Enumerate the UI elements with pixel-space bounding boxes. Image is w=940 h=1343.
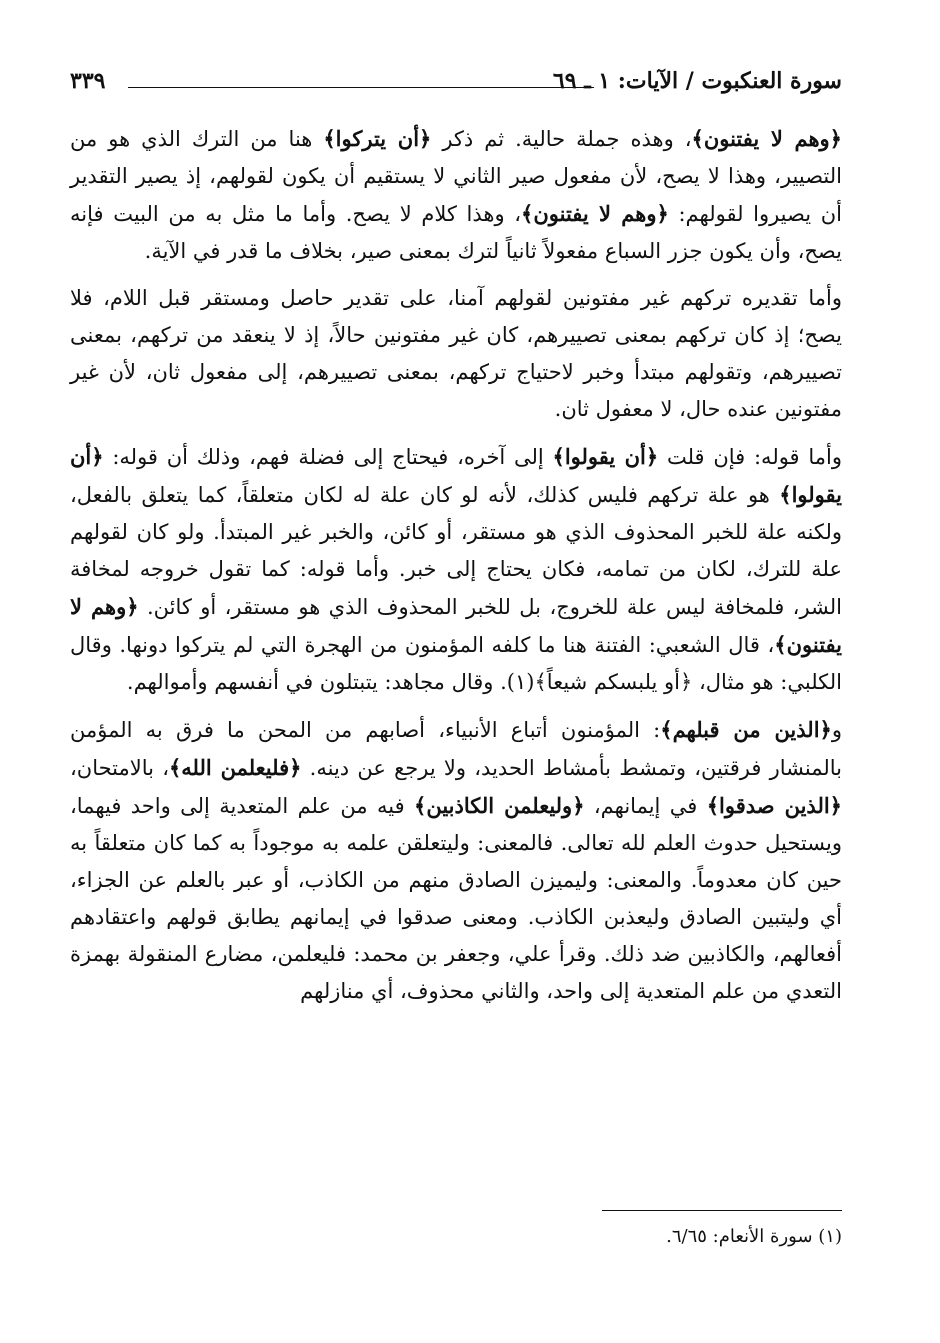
text-segment: وأما قوله: فإن قلت <box>658 445 842 469</box>
paragraph <box>70 438 842 701</box>
paragraph <box>70 711 842 1010</box>
quran-quote: ﴿أن يقولوا﴾ <box>552 444 659 469</box>
main-text <box>70 120 842 1020</box>
text-segment: ﴿أو يلبسكم شيعاً﴾ <box>534 670 693 694</box>
page-number: ٣٣٩ <box>70 68 106 94</box>
text-segment: : المؤمنون أتباع الأنبياء، أصابهم من المحن ما فرق به المؤمن بالمنشار فرقتين، وتمشط بأمشاط الحديد، ولا يرجع عن دينه. <box>70 718 842 780</box>
paragraph <box>70 280 842 428</box>
quran-quote: ﴿أن يتركوا﴾ <box>323 126 432 151</box>
text-segment: ، وهذا كلام لا يصح. وأما ما مثل به من البيت فإنه يصح، وأن يكون جزر السباع مفعولاً ثانياً لترك بمعنى صير، بخلاف ما قدر في الآية. <box>70 202 842 263</box>
page-header <box>70 68 842 104</box>
quran-quote: ﴿وهم لا يفتنون﴾ <box>70 594 842 657</box>
quran-quote: ﴿وليعلمن الكاذبين﴾ <box>414 793 585 818</box>
quran-quote: ﴿وهم لا يفتنون﴾ <box>521 201 669 226</box>
quran-quote: ﴿وهم لا يفتنون﴾ <box>691 126 842 151</box>
text-segment: ، وهذه جملة حالية. ثم ذكر <box>431 127 692 151</box>
text-segment: فيه من علم المتعدية إلى واحد فيهما، ويستحيل حدوث العلم لله تعالى. فالمعنى: وليتعلقن علمه به موجوداً به كما كان متعلقاً به حين كان معدوماً. والمعنى: وليميزن الصادق منهم من الكاذب، أو عبر بالعلم عن الجزاء، أي وليتبين الصادق وليعذبن الكاذب. ومعنى صدقوا في إيمانهم يطابق قولهم واعتقادهم أفعالهم، والكاذبين ضد ذلك. وقرأ علي، وجعفر بن محمد: فليعلمن، مضارع المنقولة بهمزة التعدي من علم المتعدية إلى واحد، والثاني محذوف، أي منازلهم <box>70 794 842 1003</box>
quran-quote: ﴿الذين من قبلهم﴾ <box>660 717 832 742</box>
paragraph <box>70 120 842 270</box>
quran-quote: ﴿فليعلمن الله﴾ <box>168 755 302 780</box>
quran-quote: ﴿أن يقولوا﴾ <box>70 444 842 507</box>
text-segment: إلى آخره، فيحتاج إلى فضلة فهم، وذلك أن قوله: <box>103 445 553 469</box>
text-segment: في إيمانهم، <box>584 794 707 818</box>
header-rule <box>128 87 594 88</box>
text-segment: ، بالامتحان، <box>70 756 169 780</box>
text-segment: (١) <box>506 670 535 694</box>
text-segment: هو علة تركهم فليس كذلك، لأنه لو كان علة له لكان متعلقاً، كما يتعلق بالفعل، ولكنه علة للخبر المحذوف الذي هو مستقر، أو كائن، والخبر غير المبتدأ. ولو كان لقولهم علة للترك، لكان من تمامه، فكان يحتاج إلى خبر. وأما قوله: كما تقول خروجه لمخافة الشر، فلمخافة ليس علة للخروج، بل للخبر المحذوف الذي هو مستقر، أو كائن. <box>70 483 843 619</box>
footnote: (١) سورة الأنعام: ٦/٦٥. <box>666 1226 842 1247</box>
text-segment: ، قال الشعبي: الفتنة هنا ما كلفه المؤمنون من الهجرة التي لم يتركوا دونها. وقال الكلبي: هو مثال، <box>70 633 842 694</box>
text-segment: هنا من الترك الذي هو من التصيير، وهذا لا يصح، لأن مفعول صير الثاني لا يستقيم أن يكون لقولهم، إذ يصير التقدير أن يصيروا لقولهم: <box>70 127 842 226</box>
text-segment: وأما تقديره تركهم غير مفتونين لقولهم آمنا، على تقدير حاصل ومستقر قبل اللام، فلا يصح؛ إذ كان تركهم بمعنى تصييرهم، كان غير مفتونين حالاً، إذ لا ينعقد من تركهم، بمعنى تصييرهم، وتقولهم مبتدأ وخبر لاحتياج تركهم، بمعنى تصييرهم، إلى مفعول ثان، لأن غير مفتونين عنده حال، لا معفول ثان. <box>70 286 842 421</box>
running-title: سورة العنكبوت / الآيات: ١ ـ ٦٩ <box>552 68 842 94</box>
quran-quote: ﴿الذين صدقوا﴾ <box>706 793 842 818</box>
text-segment: و <box>831 718 842 742</box>
text-segment: . وقال مجاهد: يتبتلون في أنفسهم وأموالهم. <box>126 670 507 694</box>
footnote-rule <box>602 1210 842 1211</box>
